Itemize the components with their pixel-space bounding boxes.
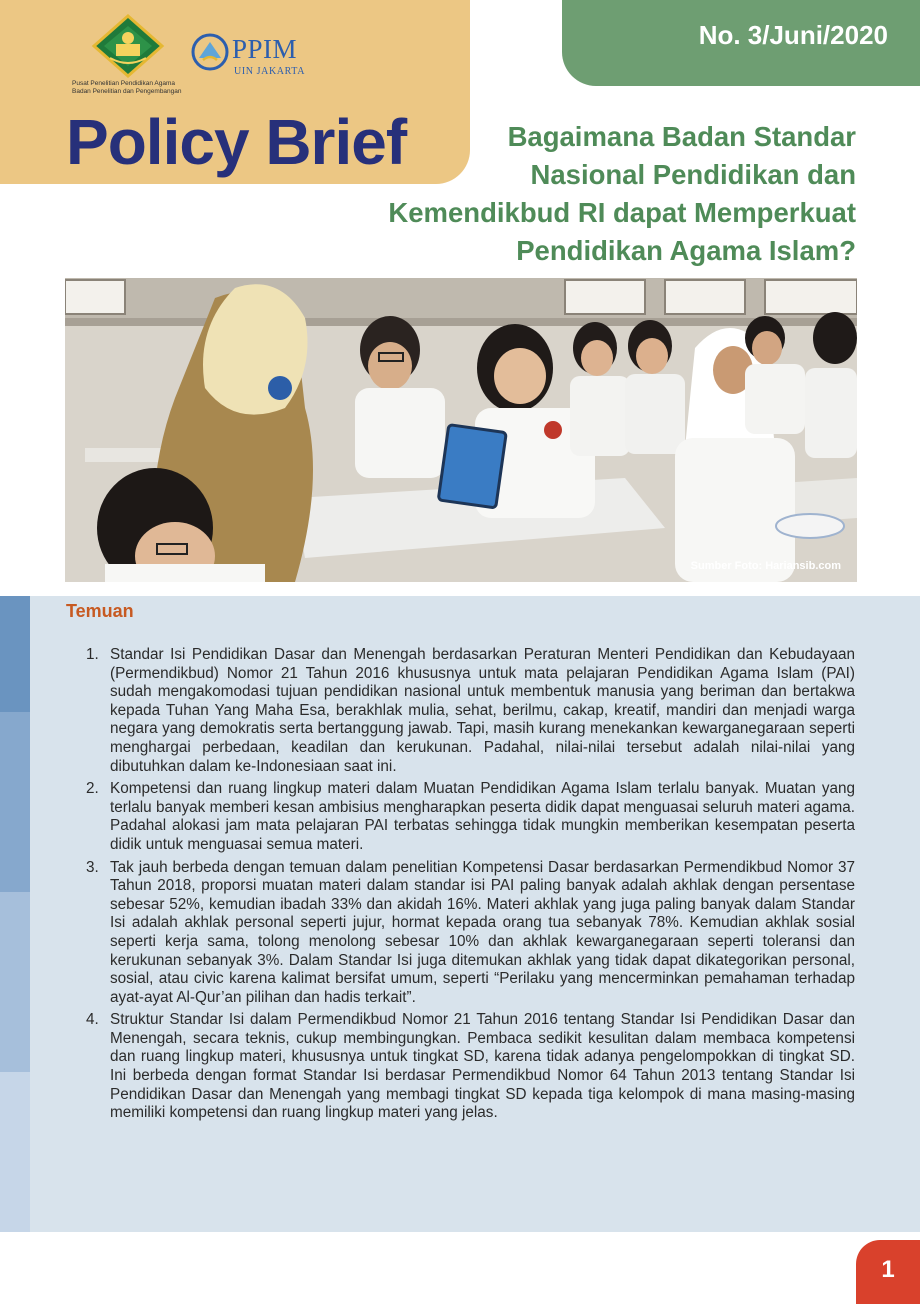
issue-label: No. 3/Juni/2020: [698, 20, 888, 50]
kemenag-caption-line-2: Badan Penelitian dan Pengembangan: [72, 88, 182, 95]
series-title: Policy Brief: [66, 106, 407, 178]
side-stripe: [0, 892, 30, 1072]
findings-list: [86, 646, 855, 1127]
finding-item: [86, 858, 855, 1008]
finding-item: [86, 1011, 855, 1123]
kemenag-logo-icon: [90, 14, 166, 78]
finding-number: 4.: [86, 1011, 99, 1029]
ppim-name: PPIM: [232, 34, 298, 64]
document-title: [336, 118, 856, 270]
finding-text: Struktur Standar Isi dalam Permendikbud Nomor 21 Tahun 2016 tentang Standar Isi Pendidikan Dasar dan Menengah, secara teknis, cukup membingungkan. Pembaca sedikit kesulitan dalam membaca kompetensi dan ruang lingkup materi, khususnya untuk tingkat SD, karena tidak adanya pengelompokkan di tingkat SD. Ini berbeda dengan format Standar Isi berdasar Permendikbud Nomor 64 Tahun 2013 tentang Standar Isi Pendidikan Dasar dan Menengah yang membagi tingkat SD kepada tiga kelompok di mana masing-masing memiliki kompetensi dan ruang lingkup materi yang jelas.: [110, 1011, 855, 1122]
side-stripe: [0, 712, 30, 892]
finding-text: Tak jauh berbeda dengan temuan dalam penelitian Kompetensi Dasar berdasarkan Permendikbud Nomor 37 Tahun 2018, proporsi muatan materi dalam standar isi PAI paling banyak adalah akhlak dengan persentase sebesar 52%, kemudian ibadah 33% dan akidah 16%. Materi akhlak yang juga paling banyak dalam Standar Isi adalah akhlak personal seperti jujur, hormat kepada orang tua sebanyak 78%. Kemudian akhlak sosial seperti kerja sama, tolong menolong sebesar 10% dan akhlak kewarganegaraan seperti toleransi dan kerukunan sebanyak 3%. Dalam Standar Isi juga ditemukan akhlak yang tidak dapat dikategorikan personal, sosial, atau civic karena kalimat bersifat umum, seperti “Perilaku yang mencerminkan pemahaman terhadap ayat-ayat Al-Qur’an pilihan dan hadis terkait”.: [110, 858, 855, 1006]
title-line: Bagaimana Badan Standar: [507, 121, 856, 152]
kemenag-caption: [72, 80, 232, 96]
finding-number: 2.: [86, 780, 99, 798]
finding-text: Kompetensi dan ruang lingkup materi dalam Muatan Pendidikan Agama Islam terlalu banyak. Muatan yang terlalu banyak memberi kesan ambisius mengharapkan peserta didik dapat menguasai seluruh materi agama. Padahal alokasi jam mata pelajaran PAI terbatas sehingga tidak mungkin memberikan kesempatan peserta didik untuk menguasai semua materi.: [110, 780, 855, 853]
finding-number: 1.: [86, 646, 99, 663]
finding-text: Standar Isi Pendidikan Dasar dan Menengah berdasarkan Peraturan Menteri Pendidikan dan Kebudayaan (Permendikbud) Nomor 21 Tahun 2016 khususnya untuk mata pelajaran Pendidikan Agama Islam (PAI) sudah mengakomodasi tujuan pendidikan nasional untuk membentuk manusia yang beriman dan bertakwa kepada Tuhan Yang Maha Esa, berakhlak mulia, sehat, berilmu, cakap, kreatif, mandiri dan menjadi warga negara yang demokratis serta bertanggung jawab. Tapi, masih kurang menekankan kewarganegaraan seperti menghargai perbedaan, keadilan dan kerukunan. Padahal, nilai-nilai tersebut adalah nilai-nilai yang dibutuhkan dalam ke-Indonesiaan saat ini.: [110, 646, 855, 775]
side-stripe: [0, 1072, 30, 1232]
title-line: Pendidikan Agama Islam?: [516, 235, 856, 266]
ppim-logo-icon: [190, 32, 230, 72]
page-number: 1: [881, 1256, 895, 1283]
finding-item: [86, 780, 855, 854]
finding-number: 3.: [86, 858, 99, 876]
finding-item: [86, 646, 855, 776]
page-number-tab: [856, 1240, 920, 1304]
classroom-photo: [65, 278, 857, 582]
issue-tab: [562, 0, 920, 86]
photo-credit: Sumber Foto: Hariansib.com: [690, 560, 841, 572]
kemenag-caption-line-1: Pusat Penelitian Pendidikan Agama: [72, 80, 175, 87]
classroom-photo-image: [65, 278, 857, 582]
title-line: Nasional Pendidikan dan: [530, 159, 856, 190]
ppim-subtitle: UIN JAKARTA: [234, 66, 306, 77]
title-line: Kemendikbud RI dapat Memperkuat: [388, 197, 856, 228]
logo-group: [72, 14, 372, 104]
side-stripe: [0, 596, 30, 712]
section-heading: Temuan: [66, 601, 134, 621]
